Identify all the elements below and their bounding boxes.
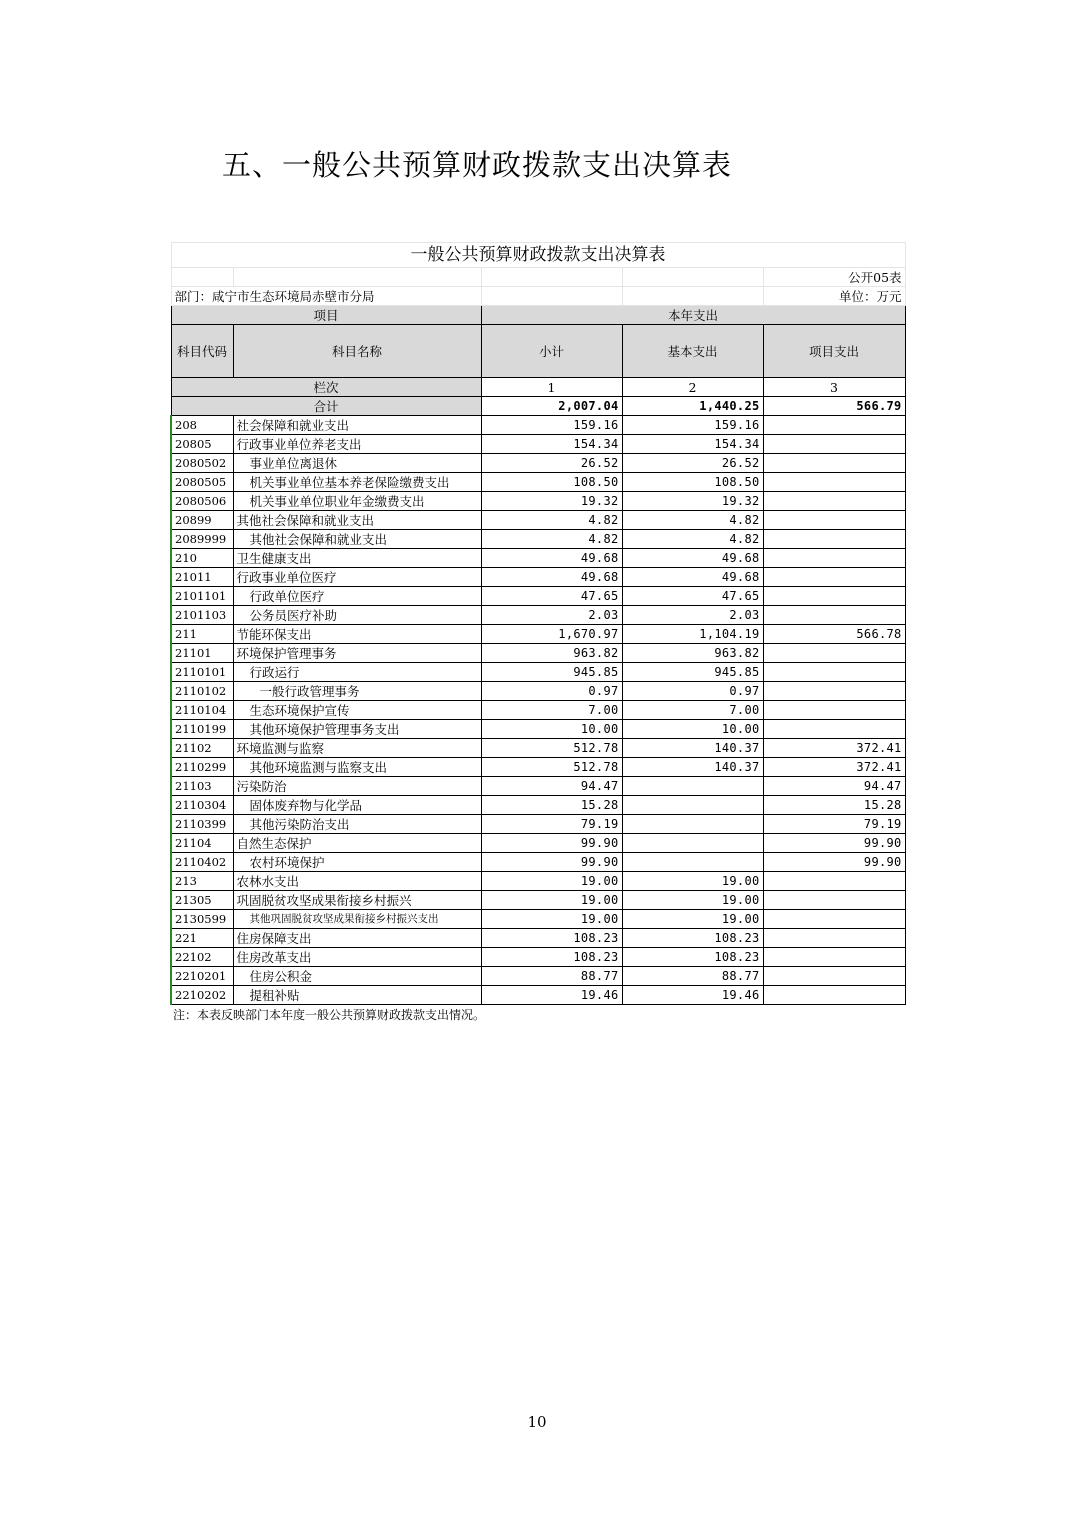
footnote: 注：本表反映部门本年度一般公共预算财政拨款支出情况。 bbox=[173, 1007, 486, 1022]
row-subtotal: 99.90 bbox=[481, 834, 622, 853]
row-basic: 47.65 bbox=[622, 587, 763, 606]
table-row bbox=[171, 910, 905, 929]
row-subtotal: 0.97 bbox=[481, 682, 622, 701]
row-subtotal: 108.23 bbox=[481, 929, 622, 948]
row-name: 行政单位医疗 bbox=[233, 587, 481, 606]
department-label: 部门：咸宁市生态环境局赤壁市分局 bbox=[171, 287, 481, 306]
table-row bbox=[171, 492, 905, 511]
row-basic: 49.68 bbox=[622, 549, 763, 568]
row-subtotal: 1,670.97 bbox=[481, 625, 622, 644]
row-subtotal: 159.16 bbox=[481, 416, 622, 435]
row-code: 2110199 bbox=[171, 720, 233, 739]
row-project bbox=[763, 682, 905, 701]
row-subtotal: 2.03 bbox=[481, 606, 622, 625]
row-name: 巩固脱贫攻坚成果衔接乡村振兴 bbox=[233, 891, 481, 910]
row-name: 固体废弃物与化学品 bbox=[233, 796, 481, 815]
row-name: 农林水支出 bbox=[233, 872, 481, 891]
row-name: 住房改革支出 bbox=[233, 948, 481, 967]
table-row bbox=[171, 701, 905, 720]
table-title: 一般公共预算财政拨款支出决算表 bbox=[171, 243, 905, 268]
table-row bbox=[171, 473, 905, 492]
row-project bbox=[763, 530, 905, 549]
row-project bbox=[763, 644, 905, 663]
header-code: 科目代码 bbox=[171, 325, 233, 378]
row-code: 208 bbox=[171, 416, 233, 435]
row-subtotal: 94.47 bbox=[481, 777, 622, 796]
header-current-year: 本年支出 bbox=[481, 306, 905, 325]
row-subtotal: 108.23 bbox=[481, 948, 622, 967]
row-project bbox=[763, 872, 905, 891]
header-project: 项目支出 bbox=[763, 325, 905, 378]
row-name: 社会保障和就业支出 bbox=[233, 416, 481, 435]
row-code: 2110101 bbox=[171, 663, 233, 682]
row-project: 372.41 bbox=[763, 758, 905, 777]
row-basic: 140.37 bbox=[622, 739, 763, 758]
row-project bbox=[763, 416, 905, 435]
row-code: 2089999 bbox=[171, 530, 233, 549]
row-basic: 19.00 bbox=[622, 910, 763, 929]
table-row bbox=[171, 948, 905, 967]
row-basic: 154.34 bbox=[622, 435, 763, 454]
row-code: 221 bbox=[171, 929, 233, 948]
row-code: 2210202 bbox=[171, 986, 233, 1005]
row-code: 2210201 bbox=[171, 967, 233, 986]
row-name: 其他环境监测与监察支出 bbox=[233, 758, 481, 777]
header-item: 项目 bbox=[171, 306, 481, 325]
row-name: 环境监测与监察 bbox=[233, 739, 481, 758]
row-subtotal: 963.82 bbox=[481, 644, 622, 663]
row-project bbox=[763, 929, 905, 948]
row-name: 其他社会保障和就业支出 bbox=[233, 530, 481, 549]
col-index-3: 3 bbox=[763, 378, 905, 397]
row-name: 节能环保支出 bbox=[233, 625, 481, 644]
row-project bbox=[763, 606, 905, 625]
row-code: 2110402 bbox=[171, 853, 233, 872]
row-code: 2110104 bbox=[171, 701, 233, 720]
row-name: 其他社会保障和就业支出 bbox=[233, 511, 481, 530]
total-subtotal: 2,007.04 bbox=[481, 397, 622, 416]
row-project bbox=[763, 435, 905, 454]
row-basic: 26.52 bbox=[622, 454, 763, 473]
row-project: 372.41 bbox=[763, 739, 905, 758]
row-subtotal: 4.82 bbox=[481, 511, 622, 530]
row-code: 2080505 bbox=[171, 473, 233, 492]
row-basic: 140.37 bbox=[622, 758, 763, 777]
row-project bbox=[763, 454, 905, 473]
row-subtotal: 19.00 bbox=[481, 910, 622, 929]
row-subtotal: 19.00 bbox=[481, 872, 622, 891]
row-subtotal: 512.78 bbox=[481, 739, 622, 758]
table-row bbox=[171, 435, 905, 454]
row-code: 213 bbox=[171, 872, 233, 891]
row-basic: 108.50 bbox=[622, 473, 763, 492]
row-subtotal: 19.32 bbox=[481, 492, 622, 511]
row-name: 污染防治 bbox=[233, 777, 481, 796]
row-subtotal: 79.19 bbox=[481, 815, 622, 834]
row-project bbox=[763, 986, 905, 1005]
row-code: 2110299 bbox=[171, 758, 233, 777]
unit-label: 单位：万元 bbox=[763, 287, 905, 306]
row-subtotal: 7.00 bbox=[481, 701, 622, 720]
total-label: 合计 bbox=[171, 397, 481, 416]
row-code: 211 bbox=[171, 625, 233, 644]
row-project bbox=[763, 663, 905, 682]
row-project bbox=[763, 967, 905, 986]
row-basic: 4.82 bbox=[622, 511, 763, 530]
row-name: 公务员医疗补助 bbox=[233, 606, 481, 625]
row-basic: 963.82 bbox=[622, 644, 763, 663]
row-project bbox=[763, 473, 905, 492]
table-row bbox=[171, 606, 905, 625]
table-row bbox=[171, 511, 905, 530]
row-code: 20805 bbox=[171, 435, 233, 454]
row-subtotal: 26.52 bbox=[481, 454, 622, 473]
table-row bbox=[171, 758, 905, 777]
col-index-2: 2 bbox=[622, 378, 763, 397]
row-subtotal: 19.00 bbox=[481, 891, 622, 910]
total-basic: 1,440.25 bbox=[622, 397, 763, 416]
row-basic bbox=[622, 815, 763, 834]
row-project bbox=[763, 568, 905, 587]
row-basic bbox=[622, 777, 763, 796]
row-subtotal: 47.65 bbox=[481, 587, 622, 606]
row-name: 住房保障支出 bbox=[233, 929, 481, 948]
row-subtotal: 10.00 bbox=[481, 720, 622, 739]
row-name: 行政运行 bbox=[233, 663, 481, 682]
row-subtotal: 49.68 bbox=[481, 568, 622, 587]
row-subtotal: 88.77 bbox=[481, 967, 622, 986]
table-row bbox=[171, 967, 905, 986]
row-name: 农村环境保护 bbox=[233, 853, 481, 872]
expenditure-table bbox=[170, 242, 906, 1005]
row-project: 15.28 bbox=[763, 796, 905, 815]
row-code: 21305 bbox=[171, 891, 233, 910]
row-name: 环境保护管理事务 bbox=[233, 644, 481, 663]
table-row bbox=[171, 587, 905, 606]
table-row bbox=[171, 663, 905, 682]
table-row bbox=[171, 929, 905, 948]
row-name: 事业单位离退休 bbox=[233, 454, 481, 473]
row-basic: 159.16 bbox=[622, 416, 763, 435]
table-row bbox=[171, 815, 905, 834]
page-heading: 五、一般公共预算财政拨款支出决算表 bbox=[222, 148, 733, 182]
table-row bbox=[171, 454, 905, 473]
row-project bbox=[763, 891, 905, 910]
row-project bbox=[763, 511, 905, 530]
row-subtotal: 15.28 bbox=[481, 796, 622, 815]
row-label-cell: 栏次 bbox=[171, 378, 481, 397]
row-basic: 88.77 bbox=[622, 967, 763, 986]
table-row bbox=[171, 416, 905, 435]
col-index-1: 1 bbox=[481, 378, 622, 397]
row-code: 22102 bbox=[171, 948, 233, 967]
row-basic: 10.00 bbox=[622, 720, 763, 739]
row-name: 其他污染防治支出 bbox=[233, 815, 481, 834]
table-row bbox=[171, 568, 905, 587]
row-basic: 19.32 bbox=[622, 492, 763, 511]
row-basic: 19.46 bbox=[622, 986, 763, 1005]
table-row bbox=[171, 720, 905, 739]
row-project bbox=[763, 587, 905, 606]
row-basic: 945.85 bbox=[622, 663, 763, 682]
table-row bbox=[171, 796, 905, 815]
row-name: 提租补贴 bbox=[233, 986, 481, 1005]
table-row bbox=[171, 872, 905, 891]
row-name: 机关事业单位职业年金缴费支出 bbox=[233, 492, 481, 511]
row-project bbox=[763, 492, 905, 511]
row-subtotal: 108.50 bbox=[481, 473, 622, 492]
table-row bbox=[171, 549, 905, 568]
row-code: 21102 bbox=[171, 739, 233, 758]
page-number: 10 bbox=[527, 1413, 547, 1431]
table-row bbox=[171, 625, 905, 644]
row-basic: 108.23 bbox=[622, 929, 763, 948]
table-row bbox=[171, 891, 905, 910]
row-project: 79.19 bbox=[763, 815, 905, 834]
row-subtotal: 99.90 bbox=[481, 853, 622, 872]
total-project: 566.79 bbox=[763, 397, 905, 416]
row-code: 210 bbox=[171, 549, 233, 568]
row-name: 行政事业单位养老支出 bbox=[233, 435, 481, 454]
row-basic bbox=[622, 853, 763, 872]
row-basic bbox=[622, 834, 763, 853]
table-row bbox=[171, 682, 905, 701]
row-subtotal: 19.46 bbox=[481, 986, 622, 1005]
row-subtotal: 945.85 bbox=[481, 663, 622, 682]
table-row bbox=[171, 530, 905, 549]
row-name: 住房公积金 bbox=[233, 967, 481, 986]
row-basic: 2.03 bbox=[622, 606, 763, 625]
row-project bbox=[763, 948, 905, 967]
row-name: 其他环境保护管理事务支出 bbox=[233, 720, 481, 739]
row-code: 21104 bbox=[171, 834, 233, 853]
expenditure-sheet bbox=[170, 242, 904, 1025]
table-row bbox=[171, 986, 905, 1005]
row-basic: 49.68 bbox=[622, 568, 763, 587]
table-row bbox=[171, 777, 905, 796]
header-name: 科目名称 bbox=[233, 325, 481, 378]
row-code: 2110399 bbox=[171, 815, 233, 834]
row-code: 20899 bbox=[171, 511, 233, 530]
table-row bbox=[171, 739, 905, 758]
row-subtotal: 49.68 bbox=[481, 549, 622, 568]
row-name: 生态环境保护宣传 bbox=[233, 701, 481, 720]
table-row bbox=[171, 853, 905, 872]
row-basic bbox=[622, 796, 763, 815]
row-project bbox=[763, 910, 905, 929]
row-project bbox=[763, 701, 905, 720]
row-basic: 19.00 bbox=[622, 872, 763, 891]
form-code: 公开05表 bbox=[763, 268, 905, 287]
row-project: 99.90 bbox=[763, 853, 905, 872]
row-name: 其他巩固脱贫攻坚成果衔接乡村振兴支出 bbox=[233, 910, 481, 929]
row-name: 卫生健康支出 bbox=[233, 549, 481, 568]
row-code: 2110102 bbox=[171, 682, 233, 701]
row-basic: 7.00 bbox=[622, 701, 763, 720]
row-name: 机关事业单位基本养老保险缴费支出 bbox=[233, 473, 481, 492]
row-code: 21103 bbox=[171, 777, 233, 796]
row-name: 自然生态保护 bbox=[233, 834, 481, 853]
row-project bbox=[763, 549, 905, 568]
row-basic: 19.00 bbox=[622, 891, 763, 910]
row-basic: 1,104.19 bbox=[622, 625, 763, 644]
row-project bbox=[763, 720, 905, 739]
row-subtotal: 4.82 bbox=[481, 530, 622, 549]
row-subtotal: 154.34 bbox=[481, 435, 622, 454]
table-row bbox=[171, 834, 905, 853]
row-name: 行政事业单位医疗 bbox=[233, 568, 481, 587]
row-code: 2101103 bbox=[171, 606, 233, 625]
row-code: 2080506 bbox=[171, 492, 233, 511]
table-row bbox=[171, 644, 905, 663]
row-basic: 0.97 bbox=[622, 682, 763, 701]
row-subtotal: 512.78 bbox=[481, 758, 622, 777]
row-project: 566.78 bbox=[763, 625, 905, 644]
row-code: 2130599 bbox=[171, 910, 233, 929]
row-code: 2101101 bbox=[171, 587, 233, 606]
row-code: 2110304 bbox=[171, 796, 233, 815]
header-basic: 基本支出 bbox=[622, 325, 763, 378]
row-code: 21101 bbox=[171, 644, 233, 663]
header-subtotal: 小计 bbox=[481, 325, 622, 378]
row-code: 2080502 bbox=[171, 454, 233, 473]
row-project: 99.90 bbox=[763, 834, 905, 853]
row-code: 21011 bbox=[171, 568, 233, 587]
row-basic: 4.82 bbox=[622, 530, 763, 549]
row-project: 94.47 bbox=[763, 777, 905, 796]
row-name: 一般行政管理事务 bbox=[233, 682, 481, 701]
row-basic: 108.23 bbox=[622, 948, 763, 967]
